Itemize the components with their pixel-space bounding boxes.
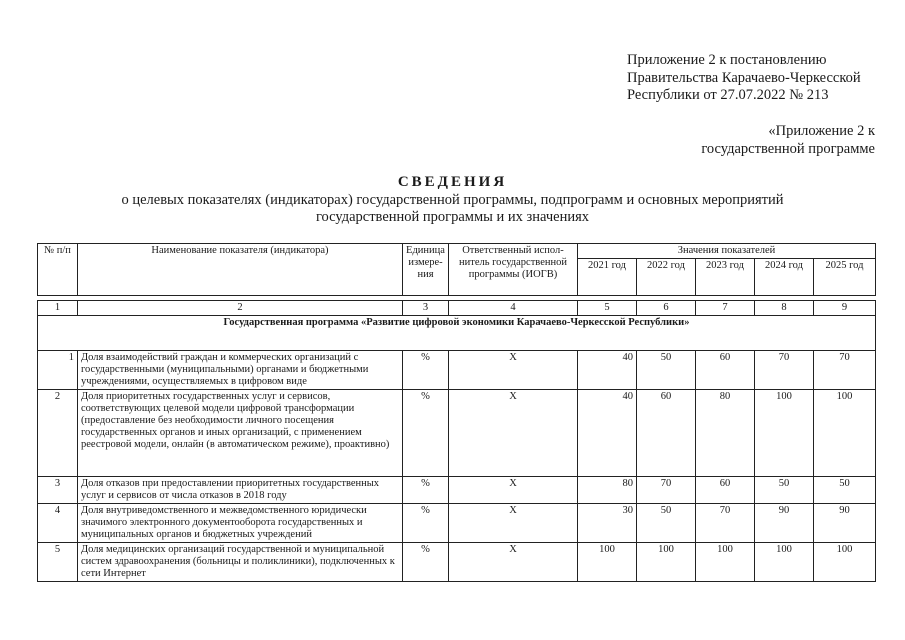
value-2025: 50 [814, 477, 876, 504]
appendix-header [627, 52, 861, 105]
column-number: 7 [696, 301, 755, 316]
row-number: 4 [38, 504, 78, 543]
value-2021: 40 [578, 351, 637, 390]
value-2025: 100 [814, 543, 876, 582]
header-year: 2023 год [696, 259, 755, 296]
appendix-quote-line: «Приложение 2 к [768, 123, 875, 139]
column-number: 3 [403, 301, 449, 316]
table-row [38, 504, 876, 543]
header-num: № п/п [38, 244, 78, 296]
appendix-line: Правительства Карачаево-Черкесской [627, 69, 861, 86]
header-name: Наименование показателя (индикатора) [78, 244, 403, 296]
appendix-line: Приложение 2 к постановлению [627, 52, 827, 68]
appendix-quote [701, 123, 875, 158]
indicator-name: Доля приоритетных государственных услуг и сервисов, соответствующих целевой модели цифровой трансформации (предоставление без необходимости личного посещения государственных органов и иных организаций, с применением реестровой модели, онлайн (в автоматическом режиме), проактивно) [78, 390, 403, 477]
header-responsible: Ответственный испол-нитель государственной программы (ИОГВ) [449, 244, 578, 296]
value-2022: 100 [637, 543, 696, 582]
indicator-unit: % [403, 504, 449, 543]
value-2022: 60 [637, 390, 696, 477]
indicator-unit: % [403, 351, 449, 390]
value-2023: 60 [696, 351, 755, 390]
value-2025: 70 [814, 351, 876, 390]
value-2025: 90 [814, 504, 876, 543]
table-row [38, 351, 876, 390]
appendix-line: Республики от 27.07.2022 № 213 [627, 87, 829, 103]
table-row [38, 390, 876, 477]
indicator-responsible: X [449, 351, 578, 390]
subtitle-line: государственной программы и их значениях [315, 209, 590, 225]
value-2021: 40 [578, 390, 637, 477]
indicator-name: Доля отказов при предоставлении приоритетных государственных услуг и сервисов от числа отказов в 2018 году [78, 477, 403, 504]
document-subtitle [100, 192, 805, 226]
indicator-responsible: X [449, 477, 578, 504]
value-2024: 90 [755, 504, 814, 543]
program-title-row [38, 316, 876, 351]
header-year: 2024 год [755, 259, 814, 296]
value-2024: 70 [755, 351, 814, 390]
value-2021: 80 [578, 477, 637, 504]
indicator-responsible: X [449, 390, 578, 477]
indicator-name: Доля взаимодействий граждан и коммерческих организаций с государственными (муниципальными) органами и бюджетными учреждениями, осуществляемых в цифровом виде [78, 351, 403, 390]
row-number: 3 [38, 477, 78, 504]
value-2022: 70 [637, 477, 696, 504]
column-number: 9 [814, 301, 876, 316]
table-row [38, 477, 876, 504]
indicator-responsible: X [449, 543, 578, 582]
indicator-unit: % [403, 543, 449, 582]
header-year: 2022 год [637, 259, 696, 296]
header-year: 2025 год [814, 259, 876, 296]
indicator-name: Доля внутриведомственного и межведомственного юридически значимого электронного документооборота государственных и муниципальных органов и бюджетных учреждений [78, 504, 403, 543]
program-title: Государственная программа «Развитие цифровой экономики Карачаево-Черкесской Республики» [38, 316, 876, 351]
row-number: 1 [38, 351, 78, 390]
indicator-unit: % [403, 477, 449, 504]
value-2023: 100 [696, 543, 755, 582]
indicator-unit: % [403, 390, 449, 477]
table-row [38, 543, 876, 582]
document-title: СВЕДЕНИЯ [397, 174, 508, 190]
indicator-responsible: X [449, 504, 578, 543]
header-year: 2021 год [578, 259, 637, 296]
value-2021: 100 [578, 543, 637, 582]
column-numbers-row [38, 301, 876, 316]
column-number: 6 [637, 301, 696, 316]
value-2023: 70 [696, 504, 755, 543]
column-number: 5 [578, 301, 637, 316]
column-number: 1 [38, 301, 78, 316]
row-number: 5 [38, 543, 78, 582]
value-2024: 50 [755, 477, 814, 504]
row-number: 2 [38, 390, 78, 477]
column-number: 4 [449, 301, 578, 316]
value-2023: 80 [696, 390, 755, 477]
appendix-quote-line: государственной программе [701, 140, 875, 157]
subtitle-line: о целевых показателях (индикаторах) государственной программы, подпрограмм и основных мероприятий [121, 192, 784, 208]
indicator-name: Доля медицинских организаций государственной и муниципальной систем здравоохранения (больницы и поликлиники), подключенных к сети Интернет [78, 543, 403, 582]
value-2023: 60 [696, 477, 755, 504]
table-header-row [38, 244, 876, 259]
header-unit: Единица измере-ния [403, 244, 449, 296]
value-2024: 100 [755, 543, 814, 582]
value-2024: 100 [755, 390, 814, 477]
value-2022: 50 [637, 504, 696, 543]
indicators-table [37, 243, 876, 582]
header-values-group: Значения показателей [578, 244, 876, 259]
column-number: 8 [755, 301, 814, 316]
column-number: 2 [78, 301, 403, 316]
value-2022: 50 [637, 351, 696, 390]
value-2021: 30 [578, 504, 637, 543]
value-2025: 100 [814, 390, 876, 477]
